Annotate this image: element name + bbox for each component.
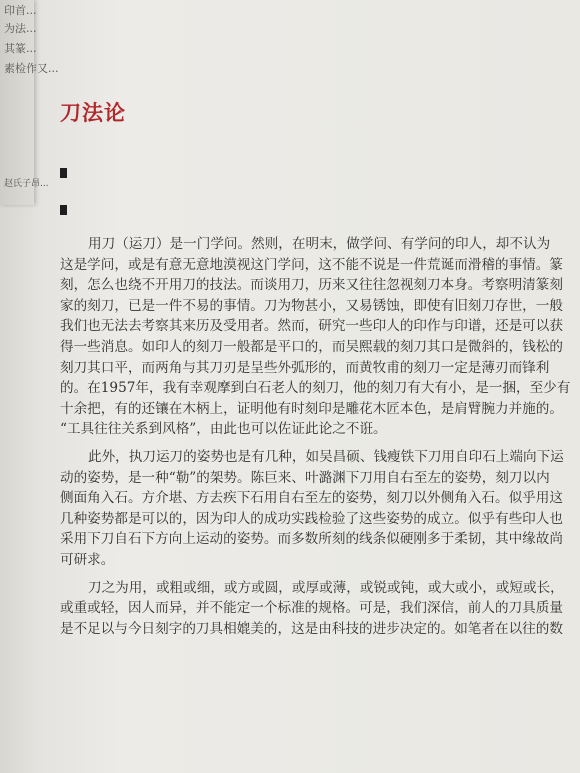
- text-line: 此外，执刀运刀的姿势也是有几种，如吴昌硕、钱瘦铁下刀用自印石上端向下运: [88, 448, 564, 465]
- prev-page-line: 为法...: [4, 22, 37, 35]
- paragraph: [60, 234, 580, 440]
- chapter-title: 刀法论: [60, 100, 126, 125]
- text-line: 或重或轻，因人而异，并不能定一个标准的规格。可是，我们深信，前人的刀具质量: [60, 600, 563, 617]
- text-line: 得一些消息。如印人的刻刀一般都是平口的，而吴熙载的刻刀其口是微斜的，钱松的: [60, 338, 563, 355]
- body-text: [60, 234, 580, 646]
- text-line: 刻刀其口平，而两角与其刀刃是呈些外弧形的，而黄牧甫的刻刀一定是薄刃而锋利: [60, 359, 550, 376]
- text-line: 是不足以与今日刻字的刀具相媲美的，这是由科技的进步决定的。如笔者在以往的数: [60, 620, 563, 637]
- text-line: 动的姿势，是一种“勒”的架势。陈巨来、叶潞渊下刀用自右至左的姿势，刻刀以内: [60, 469, 550, 486]
- text-line: “工具往往关系到风格”，由此也可以佐证此论之不诳。: [60, 421, 387, 438]
- prev-page-line: 其篆...: [4, 42, 37, 55]
- paragraph: [60, 578, 580, 640]
- paragraph: [60, 447, 580, 571]
- text-line: 用刀（运刀）是一门学问。然则，在明末，做学问、有学问的印人，却不认为: [88, 236, 551, 252]
- text-line: 刻，怎么也绕不开用刀的技法。而谈用刀，历来又往往忽视刻刀本身。考察明清篆刻: [60, 277, 563, 294]
- text-line: 的。在1957年，我有幸观摩到白石老人的刻刀，他的刻刀有大有小，是一捆，至少有: [60, 380, 571, 397]
- text-line: 我们也无法去考察其来历及受用者。然而，研究一些印人的印作与印谱，还是可以获: [60, 318, 563, 335]
- section-marker: [60, 168, 67, 178]
- text-line: 侧面角入石。方介堪、方去疾下石用自右至左的姿势，刻刀以外侧角入石。似乎用这: [60, 490, 563, 507]
- text-line: 这是学问，或是有意无意地漠视这门学问，这不能不说是一件荒诞而滑稽的事情。篆: [60, 256, 563, 273]
- text-line: 家的刻刀，已是一件不易的事情。刀为物甚小，又易锈蚀，即使有旧刻刀存世，一般: [60, 297, 563, 314]
- text-line: 可研求。: [60, 551, 115, 568]
- text-line: 几种姿势都是可以的，因为印人的成功实践检验了这些姿势的成立。似乎有些印人也: [60, 510, 563, 527]
- text-line: 十余把，有的还镶在木柄上，证明他有时刻印是雕花木匠本色，是肩臂腕力并施的。: [60, 400, 563, 417]
- section-marker: [60, 205, 67, 215]
- prev-page-line: 印首...: [4, 4, 37, 17]
- prev-page-footer: 赵氏子昂...: [4, 179, 49, 189]
- prev-page-line: 素检作又...: [4, 62, 59, 75]
- text-line: 刀之为用，或粗或细，或方或圆，或厚或薄，或锐或钝，或大或小，或短或长，: [88, 579, 564, 596]
- previous-page-edge: [0, 0, 59, 205]
- text-line: 采用下刀自石下方向上运动的姿势。而多数所刻的线条似硬刚多于柔韧，其中缘故尚: [60, 531, 563, 548]
